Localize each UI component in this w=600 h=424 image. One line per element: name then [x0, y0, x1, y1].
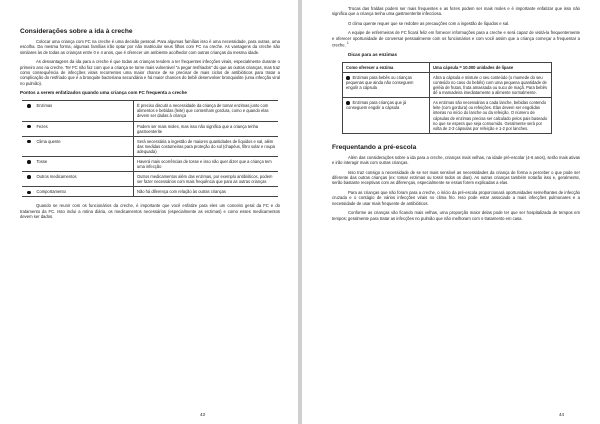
table-row: [22, 121, 278, 136]
row-value: As enzimas são necessárias a cada lanche, bebidas contendo leite (com gordura) ou refeições. Elas devem ser engolidas inteiras no início do lanche ou da refeição. O número de cápsulas de enzimas precisa ser calculado pelos pais baseado no que se espera que seja consumido. Geralmente será por volta de 2-3 cápsulas por refeição e 1-2 por lanches.: [430, 98, 552, 134]
bullet-icon: [27, 125, 31, 129]
paragraph: O clima quente requer que se redobre as precauções com a ingestão de líquidos e sal.: [348, 20, 510, 26]
row-value: Haverá mais ocorrências de tosse e isso não quer dizer que a criança tem uma infecção: [134, 157, 279, 172]
row-key: Fezes: [36, 123, 48, 129]
table-header-row: [343, 62, 552, 72]
row-value: Será necessária a ingestão de maiores quantidades de líquidos e sal, além das medidas costumeiras para proteção do sol (chapéus, filtro solar e roupa adequada): [134, 136, 279, 156]
row-key: Enzimas: [36, 103, 53, 109]
table-row: [22, 136, 278, 156]
bullet-icon: [27, 160, 31, 164]
paragraph-text: A equipe de enfermeiras de FC ficará feliz em fornecer informações para a creche e será capaz de visitá-la frequentemente e oferecer oportunidade de conversar pessoalmente com os funcionários e com você assim que a criança começar a frequentar a creche.: [332, 30, 580, 48]
enzyme-tips-table: [342, 62, 552, 134]
paragraph: Quando se reunir com os funcionários da creche, é importante que você enfatize para eles um conceito geral da FC e do tratamento da FC. Isso inclui a rotina diária, os medicamentos necessários (especialmente as enzimas) e como esses medicamentos devem ser dados.: [20, 203, 280, 220]
creche-points-table: [22, 100, 278, 197]
table-heading: Pontos a serem enfatizados quando uma criança com FC frequenta a creche: [20, 90, 187, 96]
row-key: Outros medicamentos: [36, 174, 77, 180]
table-row: [22, 187, 278, 197]
table-row: [22, 101, 278, 121]
bullet-icon: [27, 140, 31, 144]
header-cell: Uma cápsula = 10.000 unidades de lipase: [430, 62, 552, 72]
paragraph: Além das considerações sobre a ida para a creche, crianças mais velhas, na idade pré-escolar (4-6 anos), serão mais ativas e irão interagir mais com outras crianças.: [332, 154, 580, 166]
row-value: É preciso discutir a necessidade da criança de tomar enzimas junto com alimentos e bebidas (leite) que contenham gordura, como e quando elas devem ser dadas à criança: [134, 101, 279, 121]
bullet-icon: [27, 191, 31, 195]
section-title: Considerações sobre a ida à creche: [20, 28, 133, 35]
paragraph: Isso traz consigo a necessidade de se ser mais sensível as necessidades da criança de forma a perceber o que pode ser diferente das outras crianças (ex: tomar enzimas ou tossir todos os dias). As outras crianças também notarão isso e, geralmente, serão bastante receptivas com as diferenças, especialmente se essas forem explicadas a elas.: [332, 169, 580, 186]
paragraph: As desvantagens da ida para a creche é que todas as crianças tendem a ter frequentes infecções virais, especialmente durante o primeiro ano na creche. Ter FC não faz com que a criança se torne mais vulnerável "a pegar resfriados" do que as outras crianças, mas traz como consequência de infecções virais recorrentes uma maior chance de se precisar de mais ciclos de antibióticos para tratar a complicação do resfriado que é a bronquite bacteriana secundária e há maior chances do bebê desenvolver bronquiolite (uma infecção viral no pulmão).: [20, 59, 280, 86]
table-row: [343, 98, 552, 134]
paragraph: Para as crianças que não foram para a creche, o início da pré-escola proporcionará oportunidades semelhantes de infecção cruzada e o contágio de vários infecções virais no clima frio. Isso pode estar associado a mais infecções pulmonares e a necessidade de usar mais frequente de antibióticos.: [332, 189, 580, 206]
row-value: Abra a cápsula e misture o seu conteúdo (o mumede do seu conteúdo no caso do bebês) com uma pequena quantidade de geléia de frutas, fruta amassada ou suco de maçã. Para bebês dê a mamadeira imediatamente a alimente normalmente.: [430, 72, 552, 97]
paragraph: Colocar uma criança com FC na creche é uma decisão pessoal. Para algumas famílias isso é uma necessidade, para outras, uma escolha. Da mesma forma, algumas famílias irão optar por não matricular seus filhos com FC na creche. As vantagens da creche são similares às de todas as crianças entre 0 e 4 anos, que é oferecer um ambiente acolhedor com outras crianças da mesma idade.: [20, 39, 280, 55]
footnote-ref: 1: [346, 41, 349, 46]
row-key: Enzimas para crianças que já conseguem engolir a cápsula: [346, 100, 407, 111]
right-page: [302, 0, 600, 424]
row-key: Tosse: [36, 159, 48, 164]
header-cell: Como oferecer a enzima: [343, 62, 430, 72]
left-page: [0, 0, 298, 424]
section-title: Frequentando a pré-escola: [332, 143, 417, 151]
table-row: [22, 172, 278, 187]
row-key: Enzimas para bebês ou crianças pequenas que ainda não conseguem engolir a cápsula: [346, 74, 414, 91]
page-number: 43: [200, 412, 205, 417]
paragraph: [332, 30, 580, 48]
page-number: 44: [559, 412, 564, 417]
table-row: [343, 72, 552, 97]
table-row: [22, 157, 278, 172]
bullet-icon: [27, 175, 31, 179]
row-value: Não há diferença com relação às outras crianças: [134, 187, 279, 197]
row-key: Clima quente: [36, 138, 61, 144]
row-value: Outros medicamentos além das enzimas, por exemplo antibióticos, podem ser fazer necessários com mais frequência que para as outras crianças: [134, 172, 279, 187]
tips-title: Dicas para as enzimas: [348, 51, 398, 57]
row-key: Comportamento: [36, 189, 66, 195]
bullet-icon: [27, 104, 31, 108]
row-value: Podem ser mais moles, mas isso não significa que a criança tenha gastroenterite: [134, 121, 279, 136]
paragraph: Trocas das fraldas podem ser mais frequentes e as fezes podem ser mais moles e é importante enfatizar que isso não significa que a criança tenha uma gastroenterite infecciosa.: [332, 6, 580, 17]
paragraph: Conforme as crianças vão ficando mais velhas, uma proporção maior delas pode ter que ser hospitalizada de tempos em tempos; geralmente para tratar as infecções no pulmão que não melhoram com o tratamento em casa.: [332, 210, 580, 221]
